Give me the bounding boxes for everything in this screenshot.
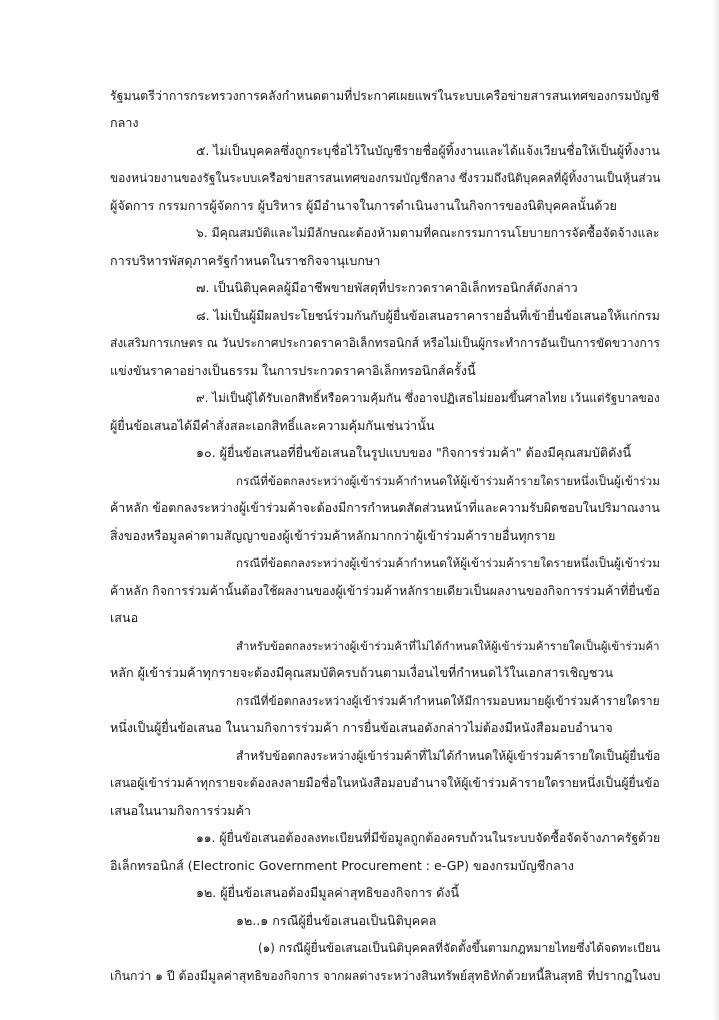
text-line: รัฐมนตรีว่าการกระทรวงการคลังกำหนดตามที่ประกาศเผยแพร่ในระบบเครือข่ายสารสนเทศของกรมบัญชี	[110, 88, 660, 103]
page-edge-shadow	[713, 0, 719, 1020]
text-line: สำหรับข้อตกลงระหว่างผู้เข้าร่วมค้าที่ไม่ได้กำหนดให้ผู้เข้าร่วมค้ารายใดเป็นผู้เข้าร่วมค้า	[236, 639, 660, 653]
text-line: ๑๐. ผู้ยื่นข้อเสนอที่ยื่นข้อเสนอในรูปแบบของ "กิจการร่วมค้า" ต้องมีคุณสมบัติดังนี้	[196, 445, 632, 460]
text-line: ส่งเสริมการเกษตร ณ วันประกาศประกวดราคาอิเล็กทรอนิกส์ หรือไม่เป็นผู้กระทำการอันเป็นการขัดขวางการ	[110, 336, 660, 350]
text-line: ๕. ไม่เป็นบุคคลซึ่งถูกระบุชื่อไว้ในบัญชีรายชื่อผู้ทิ้งงานและได้แจ้งเวียนชื่อให้เป็นผู้ทิ้งงาน	[196, 143, 660, 158]
text-line: ของหน่วยงานของรัฐในระบบเครือข่ายสารสนเทศของกรมบัญชีกลาง ซึ่งรวมถึงนิติบุคคลที่ผู้ทิ้งงานเป็นหุ้นส่วน	[110, 171, 661, 185]
text-line: ผู้ยื่นข้อเสนอได้มีคำสั่งสละเอกสิทธิ์และความคุ้มกันเช่นว่านั้น	[110, 418, 435, 433]
text-line: ๑๒..๑ กรณีผู้ยื่นข้อเสนอเป็นนิติบุคคล	[236, 913, 437, 928]
text-line: การบริหารพัสดุภาครัฐกำหนดในราชกิจจานุเบกษา	[110, 253, 381, 268]
text-line: กรณีที่ข้อตกลงระหว่างผู้เข้าร่วมค้ากำหนดให้มีการมอบหมายผู้เข้าร่วมค้ารายใดราย	[236, 694, 660, 708]
text-line: ค้าหลัก ข้อตกลงระหว่างผู้เข้าร่วมค้าจะต้องมีการกำหนดสัดส่วนหน้าที่และความรับผิดชอบในปริมาณงาน	[110, 501, 660, 515]
text-line: ๑๑. ผู้ยื่นข้อเสนอต้องลงทะเบียนที่มีข้อมูลถูกต้องครบถ้วนในระบบจัดซื้อจัดจ้างภาครัฐด้วย	[196, 831, 661, 845]
text-line: เสนอในนามกิจการร่วมค้า	[110, 803, 252, 818]
text-line: ๙. ไม่เป็นผู้ได้รับเอกสิทธิ์หรือความคุ้มกัน ซึ่งอาจปฏิเสธไม่ยอมขึ้นศาลไทย เว้นแต่รัฐบาลของ	[196, 391, 660, 405]
text-line: ค้าหลัก กิจการร่วมค้านั้นต้องใช้ผลงานของผู้เข้าร่วมค้าหลักรายเดียวเป็นผลงานของกิจการร่วมค้าที่ยื่นข้อ	[110, 584, 660, 598]
text-line: ๘. ไม่เป็นผู้มีผลประโยชน์ร่วมกันกับผู้ยื่นข้อเสนอราคารายอื่นที่เข้ายื่นข้อเสนอให้แก่กรม	[196, 308, 660, 323]
text-line: กลาง	[110, 115, 139, 130]
text-line: อิเล็กทรอนิกส์ (Electronic Government Procurement : e-GP) ของกรมบัญชีกลาง	[110, 858, 574, 873]
text-line: ๗. เป็นนิติบุคคลผู้มีอาชีพขายพัสดุที่ประกวดราคาอิเล็กทรอนิกส์ดังกล่าว	[196, 280, 578, 295]
text-line: หลัก ผู้เข้าร่วมค้าทุกรายจะต้องมีคุณสมบัติครบถ้วนตามเงื่อนไขที่กำหนดไว้ในเอกสารเชิญชวน	[110, 665, 614, 680]
text-line: เสนอผู้เข้าร่วมค้าทุกรายจะต้องลงลายมือชื่อในหนังสือมอบอำนาจให้ผู้เข้าร่วมค้ารายใดรายหนึ่งเป็นผู้ยื่นข้อ	[110, 776, 660, 790]
text-line: กรณีที่ข้อตกลงระหว่างผู้เข้าร่วมค้ากำหนดให้ผู้เข้าร่วมค้ารายใดรายหนึ่งเป็นผู้เข้าร่วม	[236, 474, 660, 488]
text-line: หนึ่งเป็นผู้ยื่นข้อเสนอ ในนามกิจการร่วมค้า การยื่นข้อเสนอดังกล่าวไม่ต้องมีหนังสือมอบอำนาจ	[110, 720, 613, 735]
text-line: สำหรับข้อตกลงระหว่างผู้เข้าร่วมค้าที่ไม่ได้กำหนดให้ผู้เข้าร่วมค้ารายใดเป็นผู้ยื่นข้อ	[236, 749, 661, 763]
text-line: ผู้จัดการ กรรมการผู้จัดการ ผู้บริหาร ผู้มีอำนาจในการดำเนินงานในกิจการของนิติบุคคลนั้นด้วย	[110, 198, 617, 213]
text-line: ๖. มีคุณสมบัติและไม่มีลักษณะต้องห้ามตามที่คณะกรรมการนโยบายการจัดซื้อจัดจ้างและ	[196, 226, 660, 240]
text-line: เกินกว่า ๑ ปี ต้องมีมูลค่าสุทธิของกิจการ จากผลต่างระหว่างสินทรัพย์สุทธิหักด้วยหนี้สินสุทธิ ที่ปรากฏในงบ	[110, 969, 661, 983]
text-line: เสนอ	[110, 610, 139, 625]
text-line: (๑) กรณีผู้ยื่นข้อเสนอเป็นนิติบุคคลที่จัดตั้งขึ้นตามกฎหมายไทยซึ่งได้จดทะเบียน	[258, 941, 661, 955]
text-line: กรณีที่ข้อตกลงระหว่างผู้เข้าร่วมค้ากำหนดให้ผู้เข้าร่วมค้ารายใดรายหนึ่งเป็นผู้เข้าร่วม	[236, 556, 660, 570]
text-line: ๑๒. ผู้ยื่นข้อเสนอต้องมีมูลค่าสุทธิของกิจการ ดังนี้	[196, 885, 460, 900]
text-line: สิ่งของหรือมูลค่าตามสัญญาของผู้เข้าร่วมค้าหลักมากกว่าผู้เข้าร่วมค้ารายอื่นทุกราย	[110, 528, 556, 543]
text-line: แข่งขันราคาอย่างเป็นธรรม ในการประกวดราคาอิเล็กทรอนิกส์ครั้งนี้	[110, 363, 476, 378]
